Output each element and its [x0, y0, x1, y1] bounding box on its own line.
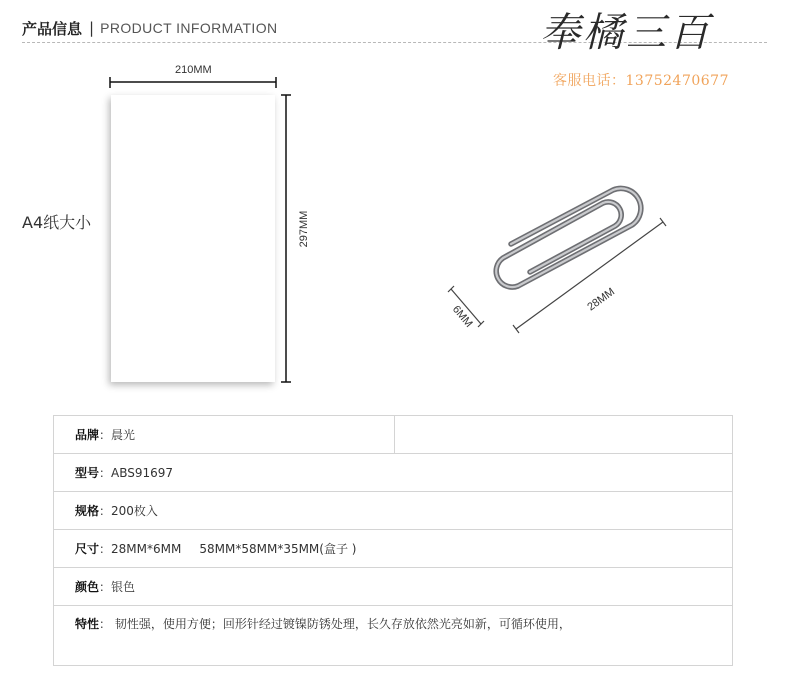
table-row-model: [54, 454, 733, 492]
paper-width-dimension-line: [110, 77, 276, 88]
spec-key-brand: 品牌: [75, 428, 100, 442]
section-title-en: PRODUCT INFORMATION: [100, 20, 278, 36]
paper-height-dimension-line: [281, 95, 291, 382]
spec-key-size: 尺寸: [75, 542, 100, 556]
clip-length-label: 28MM: [585, 285, 618, 314]
spec-cell-empty: [395, 416, 733, 454]
spec-key-feature: 特性: [75, 617, 100, 631]
spec-value-size-box: 58MM*58MM*35MM(盒子 ): [199, 542, 357, 556]
a4-size-label: A4纸大小: [22, 213, 92, 232]
spec-key-model: 型号: [75, 466, 100, 480]
table-row-feature: [54, 606, 733, 666]
paper-width-label: 210MM: [175, 64, 212, 76]
table-row-size: [54, 530, 733, 568]
spec-key-spec: 规格: [75, 504, 100, 518]
section-title-cn: 产品信息: [22, 19, 83, 38]
table-row-spec: [54, 492, 733, 530]
service-phone: 客服电话：13752470677: [553, 73, 729, 89]
spec-cell-feature: 特性： 韧性强，使用方便；回形针经过镀镍防锈处理，长久存放依然光亮如新，可循环使用，: [54, 606, 733, 666]
table-row-color: [54, 568, 733, 606]
spec-cell-spec: 规格：200枚入: [54, 492, 733, 530]
spec-cell-color: 颜色：银色: [54, 568, 733, 606]
brand-logo: 奉橘三百: [540, 10, 712, 56]
spec-cell-brand: 品牌：晨光: [54, 416, 395, 454]
spec-key-color: 颜色: [75, 580, 100, 594]
paperclip-image: [496, 188, 641, 287]
spec-value-model: ABS91697: [111, 466, 174, 480]
table-row-brand: [54, 416, 733, 454]
spec-cell-model: 型号：ABS91697: [54, 454, 733, 492]
title-separator: |: [89, 19, 95, 37]
spec-table: [53, 415, 733, 666]
paper-height-label: 297MM: [298, 210, 310, 248]
spec-value-brand: 晨光: [111, 428, 136, 442]
clip-width-label: 6MM: [449, 303, 475, 330]
spec-value-spec: 200枚入: [111, 504, 158, 518]
spec-value-feature: 韧性强，使用方便；回形针经过镀镍防锈处理，长久存放依然光亮如新，可循环使用，: [114, 617, 571, 631]
spec-cell-size: 尺寸：28MM*6MM 58MM*58MM*35MM(盒子 ): [54, 530, 733, 568]
spec-value-size-clip: 28MM*6MM: [111, 542, 182, 556]
spec-value-color: 银色: [111, 580, 136, 594]
